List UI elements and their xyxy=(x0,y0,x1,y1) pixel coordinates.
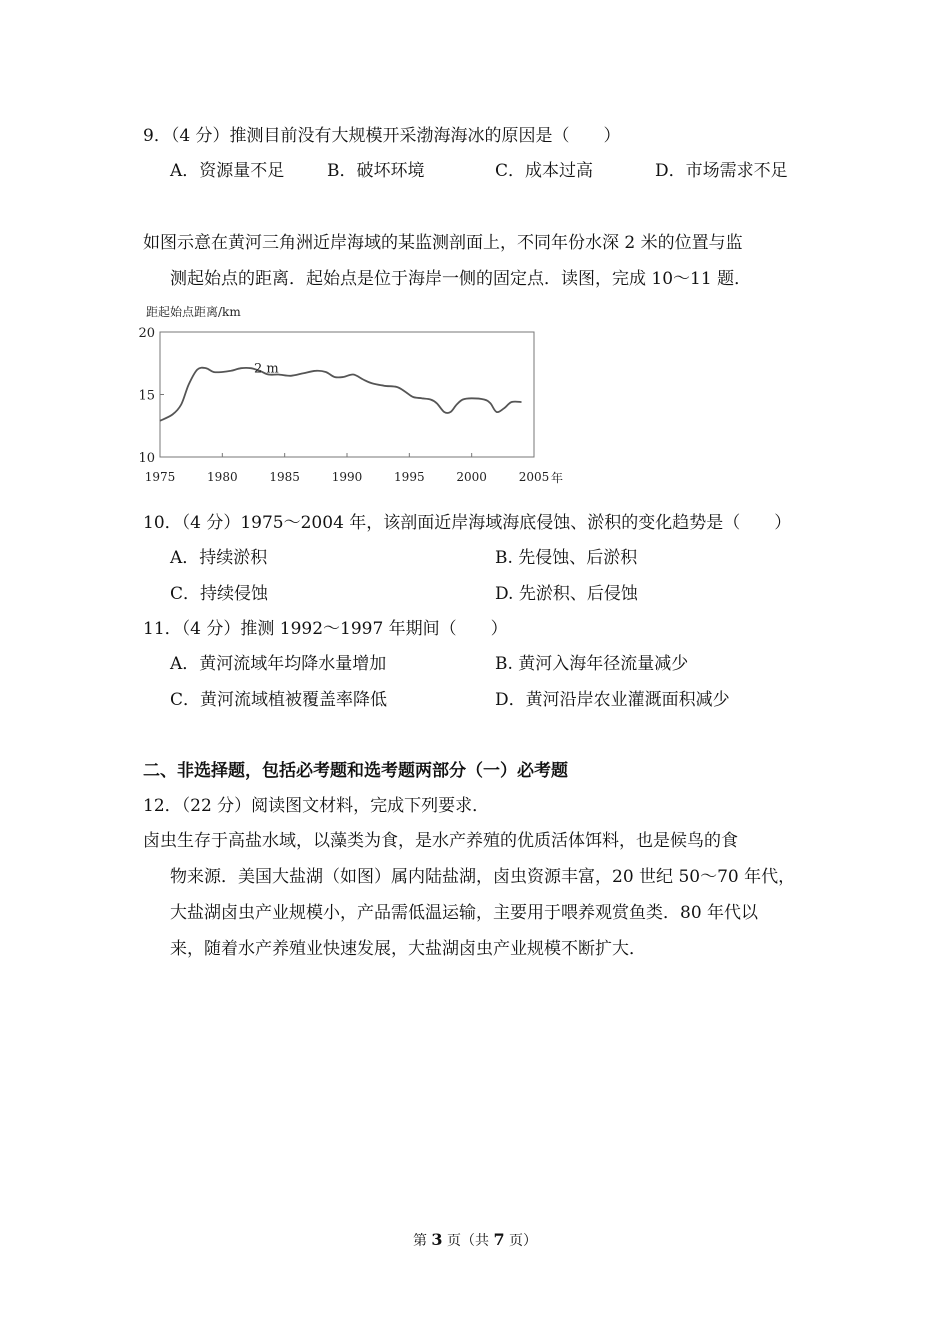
footer-prefix: 第 xyxy=(412,1233,427,1249)
page-footer xyxy=(0,1230,950,1251)
q9-option-c: C．成本过高 xyxy=(495,161,594,181)
section-heading: 二、非选择题，包括必考题和选考题两部分（一）必考题 xyxy=(143,761,568,781)
q9-option-a: A．资源量不足 xyxy=(170,161,285,181)
chart-x-axis xyxy=(145,453,550,484)
footer-suffix: 页） xyxy=(509,1233,538,1249)
q9-stem: 9．（4 分）推测目前没有大规模开采渤海海冰的原因是（ ） xyxy=(143,126,621,146)
x-tick-label: 1980 xyxy=(207,470,238,484)
series-label-2m: 2 m xyxy=(254,361,279,377)
q12-text-line-2: 物来源．美国大盐湖（如图）属内陆盐湖，卤虫资源丰富，20 世纪 50～70 年代， xyxy=(170,867,796,887)
q12-stem: 12．（22 分）阅读图文材料，完成下列要求． xyxy=(143,796,490,816)
chart-plot-frame xyxy=(160,332,534,457)
q12-text-line-4: 来，随着水产养殖业快速发展，大盐湖卤虫产业规模不断扩大． xyxy=(170,939,646,959)
y-tick-label: 15 xyxy=(138,388,155,404)
x-tick-label: 1985 xyxy=(269,470,300,484)
q11-option-b: B. 黄河入海年径流量减少 xyxy=(495,654,689,674)
footer-middle: 页（共 xyxy=(447,1233,489,1249)
q11-option-d: D．黄河沿岸农业灌溉面积减少 xyxy=(495,690,730,710)
distance-line-chart xyxy=(120,298,580,493)
chart-ylabel: 距起始点距离/km xyxy=(146,305,241,319)
x-tick-label: 1975 xyxy=(144,470,176,484)
q9-option-d: D．市场需求不足 xyxy=(655,161,788,181)
intro-line-1: 如图示意在黄河三角洲近岸海域的某监测剖面上，不同年份水深 2 米的位置与监 xyxy=(143,233,743,253)
y-tick-label: 20 xyxy=(138,326,155,341)
q12-text-line-1: 卤虫生存于高盐水域，以藻类为食，是水产养殖的优质活体饵料，也是候鸟的食 xyxy=(143,831,738,851)
x-tick-label: 1990 xyxy=(331,470,363,484)
q12-text-line-3: 大盐湖卤虫产业规模小，产品需低温运输，主要用于喂养观赏鱼类．80 年代以 xyxy=(170,903,759,923)
q10-option-a: A．持续淤积 xyxy=(170,548,268,568)
q11-option-c: C．黄河流域植被覆盖率降低 xyxy=(170,690,388,710)
q10-option-b: B. 先侵蚀、后淤积 xyxy=(495,548,638,568)
y-tick-label: 10 xyxy=(138,451,155,466)
footer-page-number: 3 xyxy=(431,1230,443,1249)
x-tick-label: 1995 xyxy=(394,470,425,484)
footer-total-pages: 7 xyxy=(493,1230,505,1249)
q9-option-b: B．破坏环境 xyxy=(327,161,425,181)
intro-line-2: 测起始点的距离．起始点是位于海岸一侧的固定点．读图，完成 10～11 题． xyxy=(170,269,752,289)
q10-option-d: D. 先淤积、后侵蚀 xyxy=(495,584,638,604)
x-tick-label: 2000 xyxy=(456,470,487,484)
x-tick-label: 2005 xyxy=(518,470,550,484)
q10-stem: 10．（4 分）1975～2004 年，该剖面近岸海域海底侵蚀、淤积的变化趋势是（ ） xyxy=(143,513,792,533)
q10-option-c: C．持续侵蚀 xyxy=(170,584,269,604)
q11-option-a: A．黄河流域年均降水量增加 xyxy=(170,654,387,674)
q11-stem: 11．（4 分）推测 1992～1997 年期间（ ） xyxy=(143,619,508,639)
chart-xlabel: 年 xyxy=(551,471,564,485)
series-line-2m xyxy=(160,368,522,421)
